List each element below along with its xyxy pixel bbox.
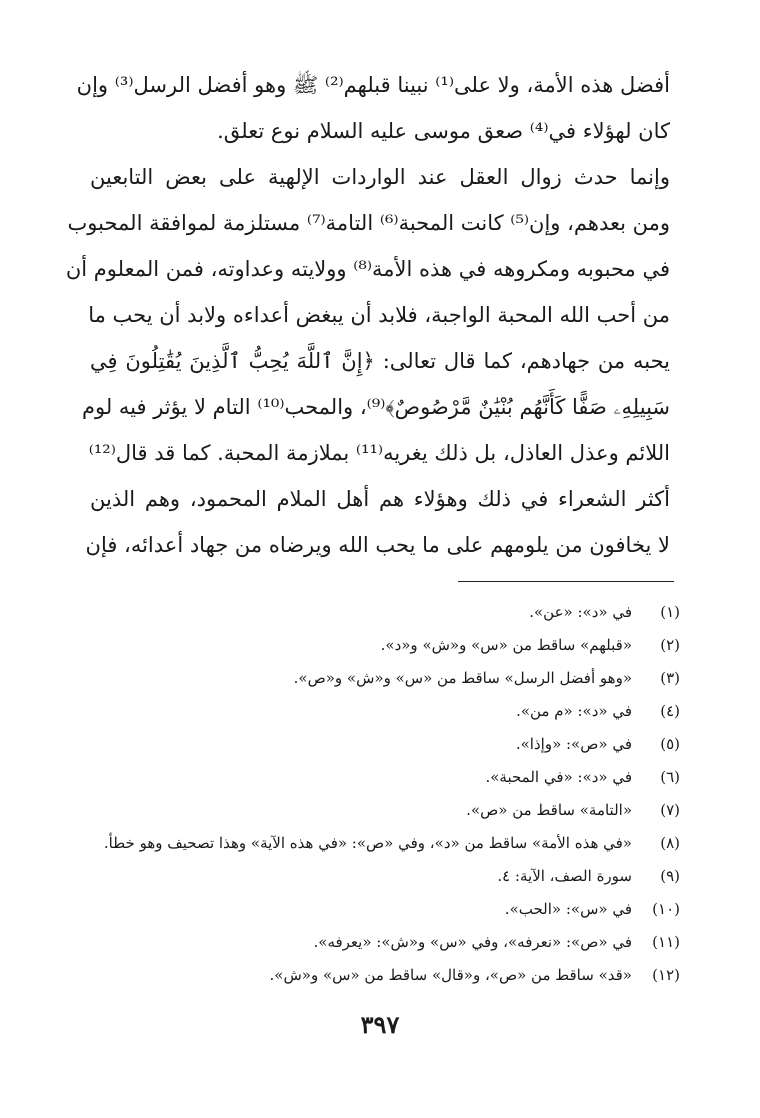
footnote-text: «التامة» ساقط من «ص». (466, 801, 632, 819)
footnote-text: في «د»: «عن». (529, 603, 632, 621)
footnote-item (60, 893, 680, 926)
footnote-item (60, 860, 680, 893)
body-line: أفضل هذه الأمة، ولا على⁽¹⁾ نبينا قبلهم⁽²⁾ ﷺ وهو أفضل الرسل⁽³⁾ وإن (76, 73, 670, 97)
footnote-text: في «ص»: «وإذا». (515, 735, 632, 753)
footnote-number: (٣) (660, 669, 680, 687)
footnote-text: في «ص»: «نعرفه»، وفي «س» و«ش»: «يعرفه». (313, 933, 632, 951)
body-line: في محبوبه ومكروهه في هذه الأمة⁽⁸⁾ وولايته وعداوته، فمن المعلوم أن (65, 257, 670, 281)
body-line: ومن بعدهم، وإن⁽⁵⁾ كانت المحبة⁽⁶⁾ التامة⁽⁷⁾ مستلزمة لموافقة المحبوب (67, 211, 670, 235)
footnote-item (60, 728, 680, 761)
footnote-number: (٧) (660, 801, 680, 819)
body-line: يحبه من جهادهم، كما قال تعالى: ﴿إِنَّ ٱللَّهَ يُحِبُّ ٱلَّذِينَ يُقَٰتِلُونَ فِي (90, 349, 670, 373)
footnote-item (60, 926, 680, 959)
footnote-text: «وهو أفضل الرسل» ساقط من «س» و«ش» و«ص». (293, 669, 632, 687)
footnote-item (60, 662, 680, 695)
page-number: ٣٩٧ (360, 1010, 400, 1039)
footnote-number: (٨) (660, 834, 680, 852)
footnote-item (60, 596, 680, 629)
main-text-block (65, 62, 670, 568)
footnote-number: (٥) (660, 735, 680, 753)
footnote-number: (٩) (660, 867, 680, 885)
footnote-item (60, 827, 680, 860)
footnote-text: في «د»: «م من». (516, 702, 632, 720)
footnote-number: (٢) (660, 636, 680, 654)
footnote-number: (٦) (660, 768, 680, 786)
body-line: اللائم وعذل العاذل، بل ذلك يغريه⁽¹¹⁾ بملازمة المحبة. كما قد قال⁽¹²⁾ (88, 441, 670, 465)
body-line: أكثر الشعراء في ذلك وهؤلاء هم أهل الملام المحمود، وهم الذين (90, 487, 670, 511)
footnote-text: في «س»: «الحب». (504, 900, 632, 918)
body-line: سَبِيلِهِۦ صَفًّا كَأَنَّهُم بُنْيَٰنٌ مَّرْصُوصٌ﴾⁽⁹⁾، والمحب⁽¹⁰⁾ التام لا يؤثر فيه لوم (81, 395, 670, 419)
body-line: كان لهؤلاء في⁽⁴⁾ صعق موسى عليه السلام نوع تعلق. (217, 119, 670, 143)
body-line: لا يخافون من يلومهم على ما يحب الله ويرضاه من جهاد أعدائه، فإن (85, 533, 670, 557)
footnote-number: (١) (660, 603, 680, 621)
footnote-item (60, 794, 680, 827)
footnote-text: في «د»: «في المحبة». (485, 768, 632, 786)
footnote-text: «في هذه الأمة» ساقط من «د»، وفي «ص»: «في هذه الآية» وهذا تصحيف وهو خطأ. (103, 834, 632, 852)
footnotes-list (60, 596, 680, 992)
footnote-item (60, 695, 680, 728)
footnote-separator (458, 581, 674, 582)
footnote-item (60, 761, 680, 794)
footnote-item (60, 959, 680, 992)
footnote-text: «قد» ساقط من «ص»، و«قال» ساقط من «س» و«ش». (269, 966, 632, 984)
footnote-item (60, 629, 680, 662)
footnote-number: (١١) (652, 933, 680, 951)
footnote-number: (٤) (660, 702, 680, 720)
footnote-number: (١٢) (652, 966, 680, 984)
body-line: من أحب الله المحبة الواجبة، فلابد أن يبغض أعداءه ولابد أن يحب ما (88, 303, 670, 327)
footnote-number: (١٠) (652, 900, 680, 918)
body-line: وإنما حدث زوال العقل عند الواردات الإلهية على بعض التابعين (90, 165, 670, 189)
footnote-text: سورة الصف، الآية: ٤. (497, 867, 632, 885)
footnote-text: «قبلهم» ساقط من «س» و«ش» و«د». (380, 636, 632, 654)
